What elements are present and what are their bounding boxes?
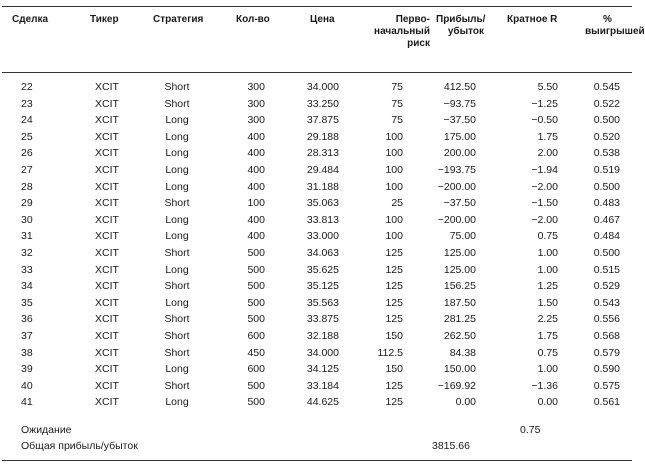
table-row (0, 394, 634, 411)
ticker-cell: XCIT (95, 296, 119, 309)
rmult-cell: −1.94 (531, 164, 558, 176)
risk-cell: 75 (391, 114, 403, 127)
trade-cell: 28 (21, 180, 33, 193)
rmult-cell: 1.00 (537, 247, 558, 259)
risk-cell: 125 (385, 296, 403, 309)
total-pnl-value: 3815.66 (432, 440, 470, 452)
header-winpct-line2: выигрышей (585, 26, 645, 37)
winpct-cell: 0.500 (593, 247, 620, 259)
pnl-cell: 412.50 (443, 81, 476, 93)
header-winpct (585, 14, 645, 38)
ticker-cell: XCIT (95, 130, 119, 143)
price-cell: 34.000 (306, 81, 339, 93)
pnl-cell: 187.50 (443, 296, 476, 309)
table-row (0, 96, 634, 113)
header-rmult: Кратное R (507, 14, 558, 25)
price-cell: 34.000 (306, 346, 339, 359)
table-row (0, 228, 634, 245)
trade-cell: 38 (21, 346, 33, 359)
ticker-cell: XCIT (95, 180, 119, 193)
price-cell: 35.063 (306, 197, 339, 210)
price-cell: 34.125 (306, 363, 339, 376)
winpct-cell: 0.543 (593, 296, 620, 309)
pnl-cell: 156.25 (443, 280, 476, 293)
trade-cell: 22 (21, 81, 33, 93)
table-row (0, 162, 634, 179)
header-price: Цена (310, 14, 335, 25)
qty-cell: 400 (247, 164, 265, 176)
pnl-cell: 125.00 (443, 247, 476, 259)
table-row (0, 145, 634, 162)
header-pnl-line1: Прибыль/ (436, 14, 486, 25)
rmult-cell: 1.75 (537, 130, 558, 143)
rmult-cell: −1.36 (531, 379, 558, 392)
trade-cell: 41 (21, 396, 33, 409)
ticker-cell: XCIT (95, 81, 119, 93)
table-row (0, 179, 634, 196)
pnl-cell: 175.00 (443, 130, 476, 143)
price-cell: 35.625 (306, 263, 339, 276)
risk-cell: 125 (385, 280, 403, 293)
risk-cell: 125 (385, 313, 403, 326)
price-cell: 31.188 (306, 180, 339, 193)
expectation-row (0, 422, 634, 438)
risk-cell: 100 (385, 147, 403, 160)
risk-cell: 112.5 (377, 346, 403, 359)
winpct-cell: 0.545 (593, 81, 620, 93)
trade-cell: 35 (21, 296, 33, 309)
pnl-cell: 200.00 (443, 147, 476, 160)
ticker-cell: XCIT (95, 247, 119, 259)
winpct-cell: 0.483 (593, 197, 620, 210)
winpct-cell: 0.515 (593, 263, 620, 276)
qty-cell: 600 (247, 363, 265, 376)
winpct-cell: 0.519 (593, 164, 620, 176)
strategy-cell: Long (165, 263, 189, 276)
table-row (0, 129, 634, 146)
rmult-cell: 0.75 (537, 346, 558, 359)
qty-cell: 500 (247, 280, 265, 293)
pnl-cell: 262.50 (443, 330, 476, 342)
table-row (0, 295, 634, 312)
price-cell: 29.188 (306, 130, 339, 143)
total-pnl-label: Общая прибыль/убыток (21, 440, 138, 452)
ticker-cell: XCIT (95, 363, 119, 376)
qty-cell: 300 (247, 97, 265, 110)
header-strategy: Стратегия (153, 14, 204, 25)
strategy-cell: Long (165, 180, 189, 193)
price-cell: 33.000 (306, 230, 339, 243)
pnl-cell: 0.00 (455, 396, 476, 409)
trade-cell: 39 (21, 363, 33, 376)
ticker-cell: XCIT (95, 346, 119, 359)
header-risk (340, 14, 430, 50)
trade-cell: 30 (21, 213, 33, 226)
qty-cell: 500 (247, 263, 265, 276)
risk-cell: 125 (385, 247, 403, 259)
price-cell: 35.125 (306, 280, 339, 293)
strategy-cell: Long (165, 363, 189, 376)
rmult-cell: −2.00 (531, 180, 558, 193)
winpct-cell: 0.520 (593, 130, 620, 143)
price-cell: 44.625 (306, 396, 339, 409)
rmult-cell: 1.00 (537, 263, 558, 276)
table-row (0, 328, 634, 345)
price-cell: 33.250 (306, 97, 339, 110)
strategy-cell: Long (165, 130, 189, 143)
header-pnl (436, 14, 484, 38)
strategy-cell: Short (164, 97, 190, 110)
qty-cell: 600 (247, 330, 265, 342)
qty-cell: 500 (247, 313, 265, 326)
price-cell: 29.484 (306, 164, 339, 176)
risk-cell: 100 (385, 213, 403, 226)
qty-cell: 400 (247, 180, 265, 193)
strategy-cell: Short (164, 313, 190, 326)
ticker-cell: XCIT (95, 97, 119, 110)
risk-cell: 75 (391, 81, 403, 93)
rmult-cell: 1.00 (537, 363, 558, 376)
pnl-cell: −169.92 (437, 379, 476, 392)
total-pnl-row (0, 438, 634, 454)
strategy-cell: Long (165, 114, 189, 127)
table-row (0, 345, 634, 362)
pnl-cell: −200.00 (437, 180, 476, 193)
trade-cell: 36 (21, 313, 33, 326)
risk-cell: 150 (385, 330, 403, 342)
header-winpct-line1: % (603, 14, 612, 25)
trade-cell: 33 (21, 263, 33, 276)
expectation-label: Ожидание (21, 424, 72, 436)
risk-cell: 100 (385, 230, 403, 243)
table-top-rule (2, 6, 632, 7)
winpct-cell: 0.538 (593, 147, 620, 160)
expectation-value: 0.75 (520, 424, 541, 436)
qty-cell: 400 (247, 130, 265, 143)
strategy-cell: Short (164, 247, 190, 259)
risk-cell: 125 (385, 263, 403, 276)
pnl-cell: −93.75 (443, 97, 476, 110)
winpct-cell: 0.556 (593, 313, 620, 326)
qty-cell: 500 (247, 247, 265, 259)
qty-cell: 450 (247, 346, 265, 359)
ticker-cell: XCIT (95, 313, 119, 326)
trade-cell: 26 (21, 147, 33, 160)
risk-cell: 75 (391, 97, 403, 110)
risk-cell: 100 (385, 130, 403, 143)
trade-cell: 32 (21, 247, 33, 259)
header-ticker: Тикер (90, 14, 119, 25)
rmult-cell: −1.25 (531, 97, 558, 110)
ticker-cell: XCIT (95, 213, 119, 226)
winpct-cell: 0.579 (593, 346, 620, 359)
strategy-cell: Long (165, 213, 189, 226)
rmult-cell: 5.50 (537, 81, 558, 93)
price-cell: 35.563 (306, 296, 339, 309)
ticker-cell: XCIT (95, 330, 119, 342)
pnl-cell: −200.00 (437, 213, 476, 226)
qty-cell: 300 (247, 114, 265, 127)
risk-cell: 100 (385, 164, 403, 176)
trade-cell: 40 (21, 379, 33, 392)
trade-cell: 37 (21, 330, 33, 342)
table-row (0, 311, 634, 328)
header-qty: Кол-во (236, 14, 270, 25)
trade-cell: 29 (21, 197, 33, 210)
table-row (0, 361, 634, 378)
winpct-cell: 0.500 (593, 180, 620, 193)
price-cell: 32.188 (306, 330, 339, 342)
strategy-cell: Short (164, 346, 190, 359)
strategy-cell: Long (165, 296, 189, 309)
risk-cell: 25 (391, 197, 403, 210)
pnl-cell: −37.50 (443, 114, 476, 127)
winpct-cell: 0.529 (593, 280, 620, 293)
strategy-cell: Long (165, 396, 189, 409)
table-bottom-rule (2, 460, 632, 461)
pnl-cell: 75.00 (449, 230, 476, 243)
table-row (0, 112, 634, 129)
ticker-cell: XCIT (95, 263, 119, 276)
header-trade: Сделка (12, 14, 49, 25)
header-risk-line3: риск (407, 38, 430, 49)
rmult-cell: 1.75 (537, 330, 558, 342)
qty-cell: 400 (247, 213, 265, 226)
pnl-cell: 281.25 (443, 313, 476, 326)
qty-cell: 500 (247, 296, 265, 309)
ticker-cell: XCIT (95, 197, 119, 210)
rmult-cell: −1.50 (531, 197, 558, 210)
table-row (0, 195, 634, 212)
qty-cell: 100 (247, 197, 265, 210)
header-risk-line2: начальный (374, 26, 430, 37)
strategy-cell: Short (164, 81, 190, 93)
rmult-cell: 2.25 (537, 313, 558, 326)
header-pnl-line2: убыток (447, 26, 484, 37)
table-row (0, 79, 634, 96)
risk-cell: 125 (385, 396, 403, 409)
table-row (0, 262, 634, 279)
price-cell: 33.813 (306, 213, 339, 226)
pnl-cell: −37.50 (443, 197, 476, 210)
strategy-cell: Long (165, 164, 189, 176)
winpct-cell: 0.467 (593, 213, 620, 226)
header-bottom-rule (2, 72, 632, 73)
rmult-cell: 0.00 (537, 396, 558, 409)
ticker-cell: XCIT (95, 280, 119, 293)
trade-cell: 25 (21, 130, 33, 143)
winpct-cell: 0.522 (593, 97, 620, 110)
pnl-cell: 125.00 (443, 263, 476, 276)
trade-cell: 23 (21, 97, 33, 110)
rmult-cell: 1.25 (537, 280, 558, 293)
header-risk-line1: Перво- (395, 14, 430, 25)
table-row (0, 212, 634, 229)
trade-cell: 34 (21, 280, 33, 293)
pnl-cell: 84.38 (449, 346, 476, 359)
ticker-cell: XCIT (95, 379, 119, 392)
qty-cell: 300 (247, 81, 265, 93)
ticker-cell: XCIT (95, 396, 119, 409)
rmult-cell: 0.75 (537, 230, 558, 243)
table-row (0, 278, 634, 295)
trade-cell: 27 (21, 164, 33, 176)
price-cell: 33.875 (306, 313, 339, 326)
price-cell: 33.184 (306, 379, 339, 392)
table-row (0, 378, 634, 395)
rmult-cell: 2.00 (537, 147, 558, 160)
qty-cell: 400 (247, 147, 265, 160)
rmult-cell: 1.50 (537, 296, 558, 309)
table-row (0, 245, 634, 262)
strategy-cell: Short (164, 379, 190, 392)
winpct-cell: 0.575 (593, 379, 620, 392)
winpct-cell: 0.590 (593, 363, 620, 376)
ticker-cell: XCIT (95, 164, 119, 176)
price-cell: 37.875 (306, 114, 339, 127)
winpct-cell: 0.484 (593, 230, 620, 243)
winpct-cell: 0.568 (593, 330, 620, 342)
trade-cell: 24 (21, 114, 33, 127)
qty-cell: 400 (247, 230, 265, 243)
price-cell: 34.063 (306, 247, 339, 259)
price-cell: 28.313 (306, 147, 339, 160)
risk-cell: 100 (385, 180, 403, 193)
ticker-cell: XCIT (95, 147, 119, 160)
pnl-cell: 150.00 (443, 363, 476, 376)
winpct-cell: 0.500 (593, 114, 620, 127)
trade-cell: 31 (21, 230, 33, 243)
ticker-cell: XCIT (95, 230, 119, 243)
strategy-cell: Short (164, 280, 190, 293)
strategy-cell: Long (165, 230, 189, 243)
strategy-cell: Long (165, 147, 189, 160)
rmult-cell: −2.00 (531, 213, 558, 226)
ticker-cell: XCIT (95, 114, 119, 127)
qty-cell: 500 (247, 396, 265, 409)
risk-cell: 125 (385, 379, 403, 392)
risk-cell: 150 (385, 363, 403, 376)
qty-cell: 500 (247, 379, 265, 392)
rmult-cell: −0.50 (531, 114, 558, 127)
strategy-cell: Short (164, 330, 190, 342)
pnl-cell: −193.75 (437, 164, 476, 176)
strategy-cell: Short (164, 197, 190, 210)
winpct-cell: 0.561 (593, 396, 620, 409)
